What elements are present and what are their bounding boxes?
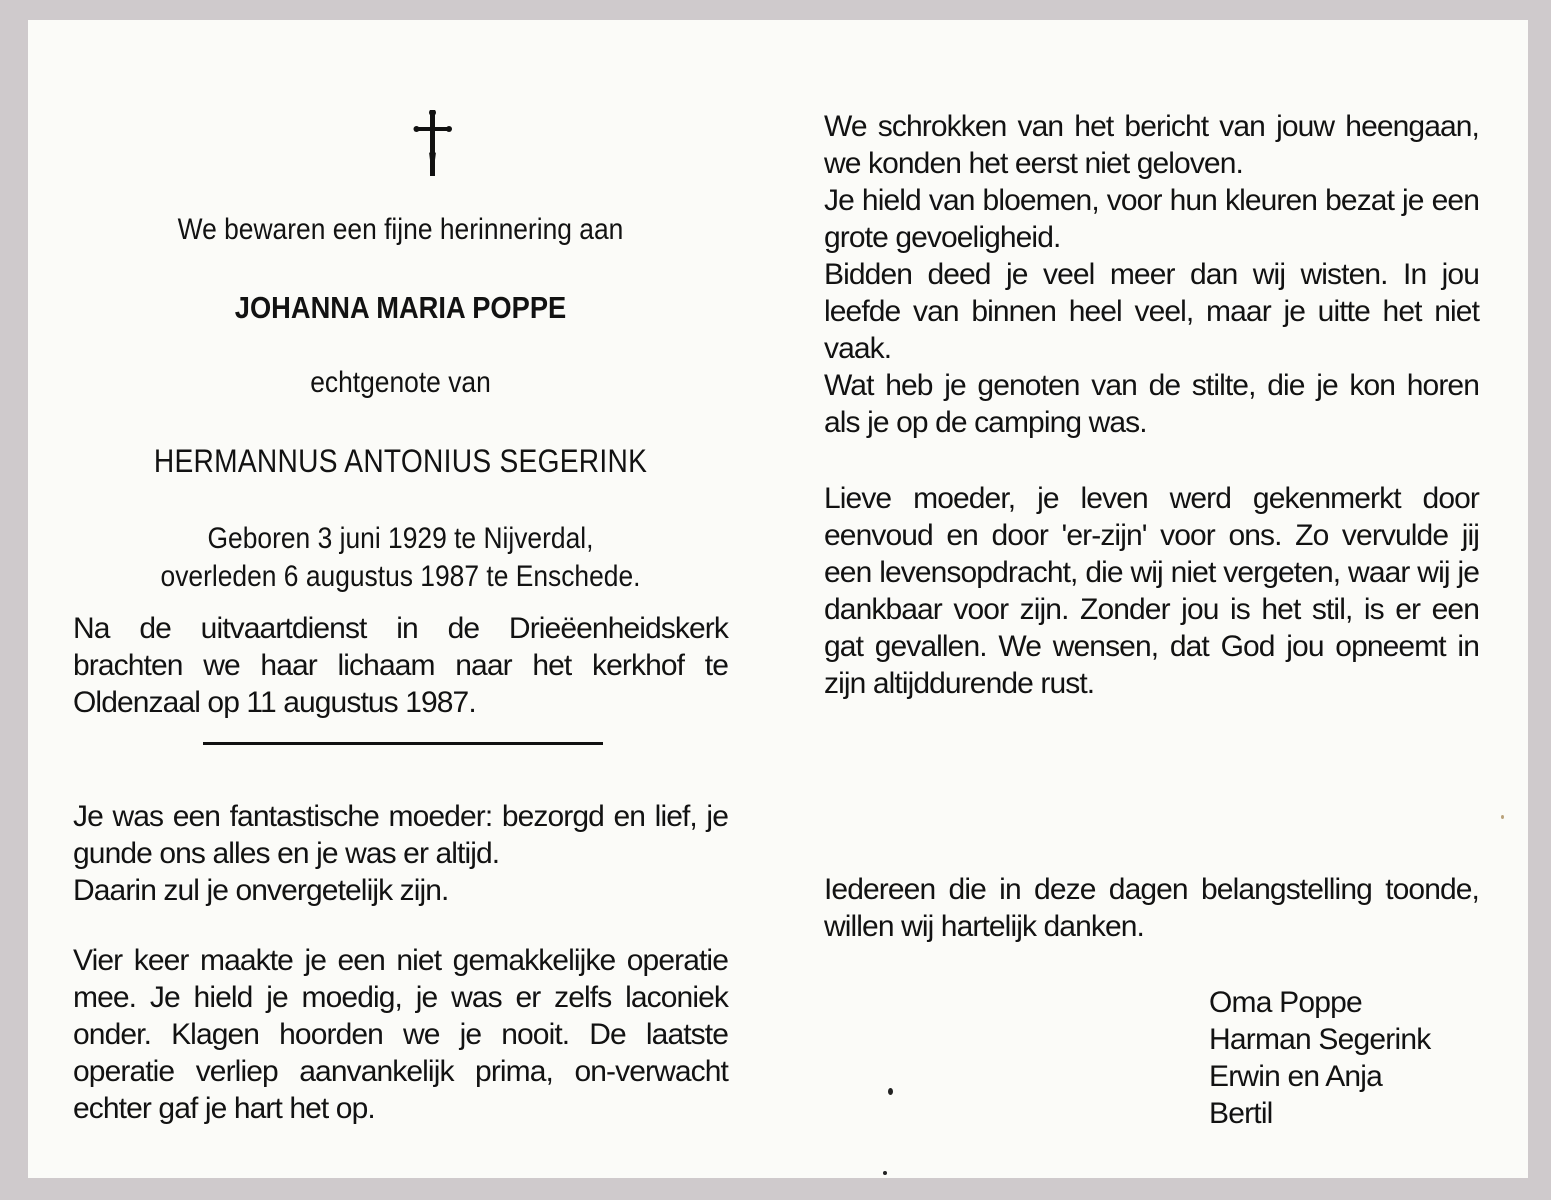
signatures-list: [1209, 984, 1430, 1132]
paper-speck: [888, 1088, 893, 1095]
memories-paragraph: [824, 108, 1479, 441]
paper-speck: [883, 1171, 887, 1175]
signature-name: Oma Poppe: [1209, 986, 1362, 1019]
life-dates: [112, 520, 688, 596]
mother-paragraph-closing: Daarin zul je onvergetelijk zijn.: [73, 874, 449, 907]
death-line: overleden 6 augustus 1987 te Enschede.: [160, 560, 641, 593]
memory-line: Bidden deed je veel meer dan wij wisten. In jou leefde van binnen heel veel, maar je uitte het niet vaak.: [824, 258, 1479, 365]
signature-name: Bertil: [1209, 1097, 1273, 1130]
right-page: [824, 20, 1479, 1178]
divider-line: [203, 742, 603, 745]
memorial-card: [28, 20, 1528, 1178]
thanks-paragraph: Iedereen die in deze dagen belangstelling toonde, willen wij hartelijk danken.: [824, 873, 1479, 943]
signature-name: Harman Segerink: [1209, 1023, 1431, 1056]
operation-paragraph: Vier keer maakte je een niet gemakkelijke operatie mee. Je hield je moedig, je was er zelfs laconiek onder. Klagen hoorden we je nooit. De laatste operatie verliep aanvankelijk prima, on-verwacht echter gaf je hart het op.: [73, 944, 728, 1125]
intro-line: We bewaren een fijne herinnering aan: [177, 213, 624, 246]
cross-icon: [403, 110, 463, 176]
birth-line: Geboren 3 juni 1929 te Nijverdal,: [207, 522, 594, 555]
spouse-name: HERMANNUS ANTONIUS SEGERINK: [153, 443, 648, 479]
mother-paragraph-text: Je was een fantastische moeder: bezorgd en lief, je gunde ons alles en je was er altijd.: [73, 800, 728, 870]
mother-paragraph: [73, 798, 728, 909]
paper-speck: [1501, 815, 1504, 819]
memory-line: We schrokken van het bericht van jouw heengaan, we konden het eerst niet geloven.: [824, 110, 1479, 180]
farewell-paragraph: Lieve moeder, je leven werd gekenmerkt door eenvoud en door 'er-zijn' voor ons. Zo vervulde jij een levensopdracht, die wij niet vergeten, waar wij je dankbaar voor zijn. Zonder jou is het stil, is er een gat gevallen. We wensen, dat God jou opneemt in zijn altijddurende rust.: [824, 482, 1479, 700]
spouse-label: echtgenote van: [310, 366, 491, 399]
signature-name: Erwin en Anja: [1209, 1060, 1383, 1093]
left-page: [73, 20, 728, 1178]
memory-line: Je hield van bloemen, voor hun kleuren bezat je een grote gevoeligheid.: [824, 184, 1479, 254]
deceased-name: JOHANNA MARIA POPPE: [234, 290, 567, 325]
memory-line: Wat heb je genoten van de stilte, die je kon horen als je op de camping was.: [824, 369, 1479, 439]
funeral-paragraph: Na de uitvaartdienst in de Drieëenheidskerk brachten we haar lichaam naar het kerkhof te Oldenzaal op 11 augustus 1987.: [73, 612, 728, 719]
